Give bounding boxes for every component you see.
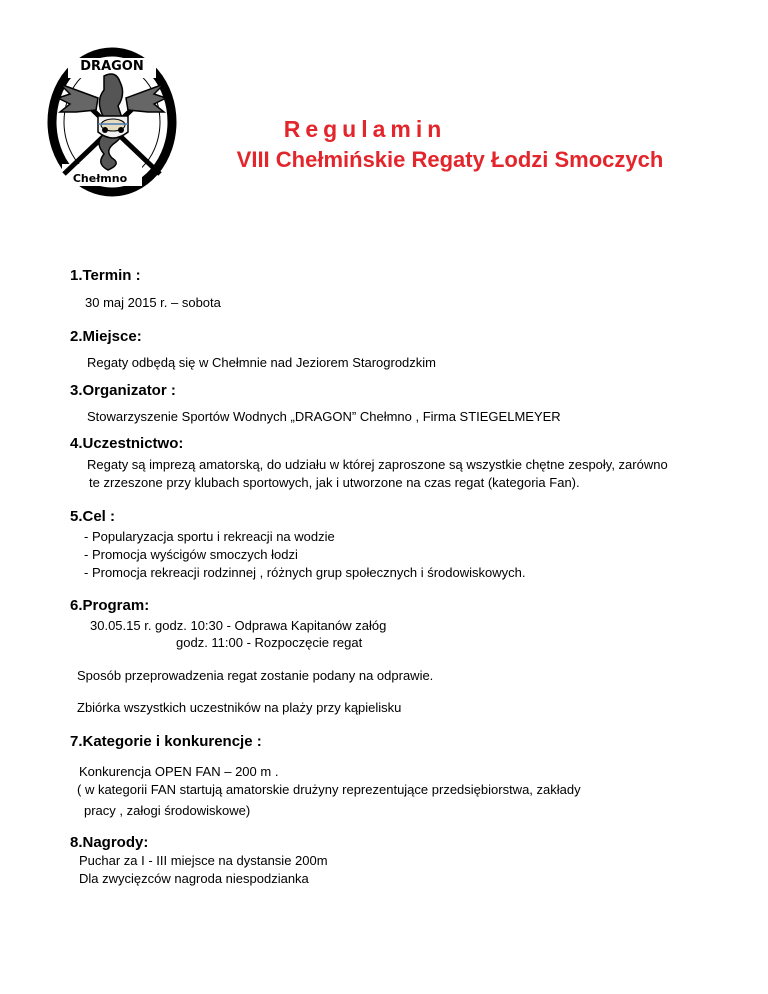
section-termin-text: 30 maj 2015 r. – sobota bbox=[85, 295, 221, 310]
uczestnictwo-line: te zrzeszone przy klubach sportowych, jak i utworzone na czas regat (kategoria Fan). bbox=[89, 475, 580, 490]
document-title: Regulamin bbox=[283, 116, 447, 142]
uczestnictwo-line: Regaty są imprezą amatorską, do udziału w której zaproszone są wszystkie chętne zespoły, zarówno bbox=[87, 457, 668, 472]
program-line-1: 30.05.15 r. godz. 10:30 - Odprawa Kapitanów załóg bbox=[90, 618, 387, 633]
section-cel-list bbox=[84, 528, 525, 582]
dragon-logo bbox=[46, 46, 178, 198]
cel-list-item: - Promocja wyścigów smoczych łodzi bbox=[84, 547, 298, 562]
cel-list-item: - Popularyzacja sportu i rekreacji na wodzie bbox=[84, 529, 335, 544]
nagrody-line: Dla zwycięzców nagroda niespodzianka bbox=[79, 871, 309, 886]
section-cel-heading: 5.Cel : bbox=[70, 508, 116, 525]
svg-text:DRAGON: DRAGON bbox=[80, 59, 144, 74]
section-program-heading: 6.Program: bbox=[70, 597, 150, 614]
section-miejsce-text: Regaty odbędą się w Chełmnie nad Jeziorem Starogrodzkim bbox=[87, 355, 437, 370]
program-note-1: Sposób przeprowadzenia regat zostanie podany na odprawie. bbox=[77, 668, 434, 683]
kategorie-line: ( w kategorii FAN startują amatorskie drużyny reprezentujące przedsiębiorstwa, zakłady bbox=[77, 782, 581, 797]
kategorie-line: pracy , załogi środowiskowe) bbox=[84, 803, 251, 818]
program-line-2: godz. 11:00 - Rozpoczęcie regat bbox=[176, 635, 363, 650]
section-organizator-text: Stowarzyszenie Sportów Wodnych „DRAGON” Chełmno , Firma STIEGELMEYER bbox=[87, 409, 561, 424]
section-uczestnictwo-text bbox=[87, 456, 668, 492]
section-termin-heading: 1.Termin : bbox=[70, 267, 141, 284]
section-kategorie-text bbox=[77, 763, 581, 820]
section-nagrody-heading: 8.Nagrody: bbox=[70, 834, 149, 851]
section-organizator-heading: 3.Organizator : bbox=[70, 382, 176, 399]
program-note-2: Zbiórka wszystkich uczestników na plaży przy kąpielisku bbox=[77, 700, 402, 715]
section-kategorie-heading: 7.Kategorie i konkurencje : bbox=[70, 733, 262, 750]
section-miejsce-heading: 2.Miejsce: bbox=[70, 328, 142, 345]
cel-list-item: - Promocja rekreacji rodzinnej , różnych grup społecznych i środowiskowych. bbox=[84, 565, 526, 580]
section-uczestnictwo-heading: 4.Uczestnictwo: bbox=[70, 435, 184, 452]
nagrody-line: Puchar za I - III miejsce na dystansie 200m bbox=[79, 853, 328, 868]
svg-text:Chełmno: Chełmno bbox=[72, 172, 128, 185]
document-subtitle: VIII Chełmińskie Regaty Łodzi Smoczych bbox=[236, 147, 664, 172]
kategorie-line: Konkurencja OPEN FAN – 200 m . bbox=[79, 764, 279, 779]
section-nagrody-text bbox=[79, 852, 328, 888]
